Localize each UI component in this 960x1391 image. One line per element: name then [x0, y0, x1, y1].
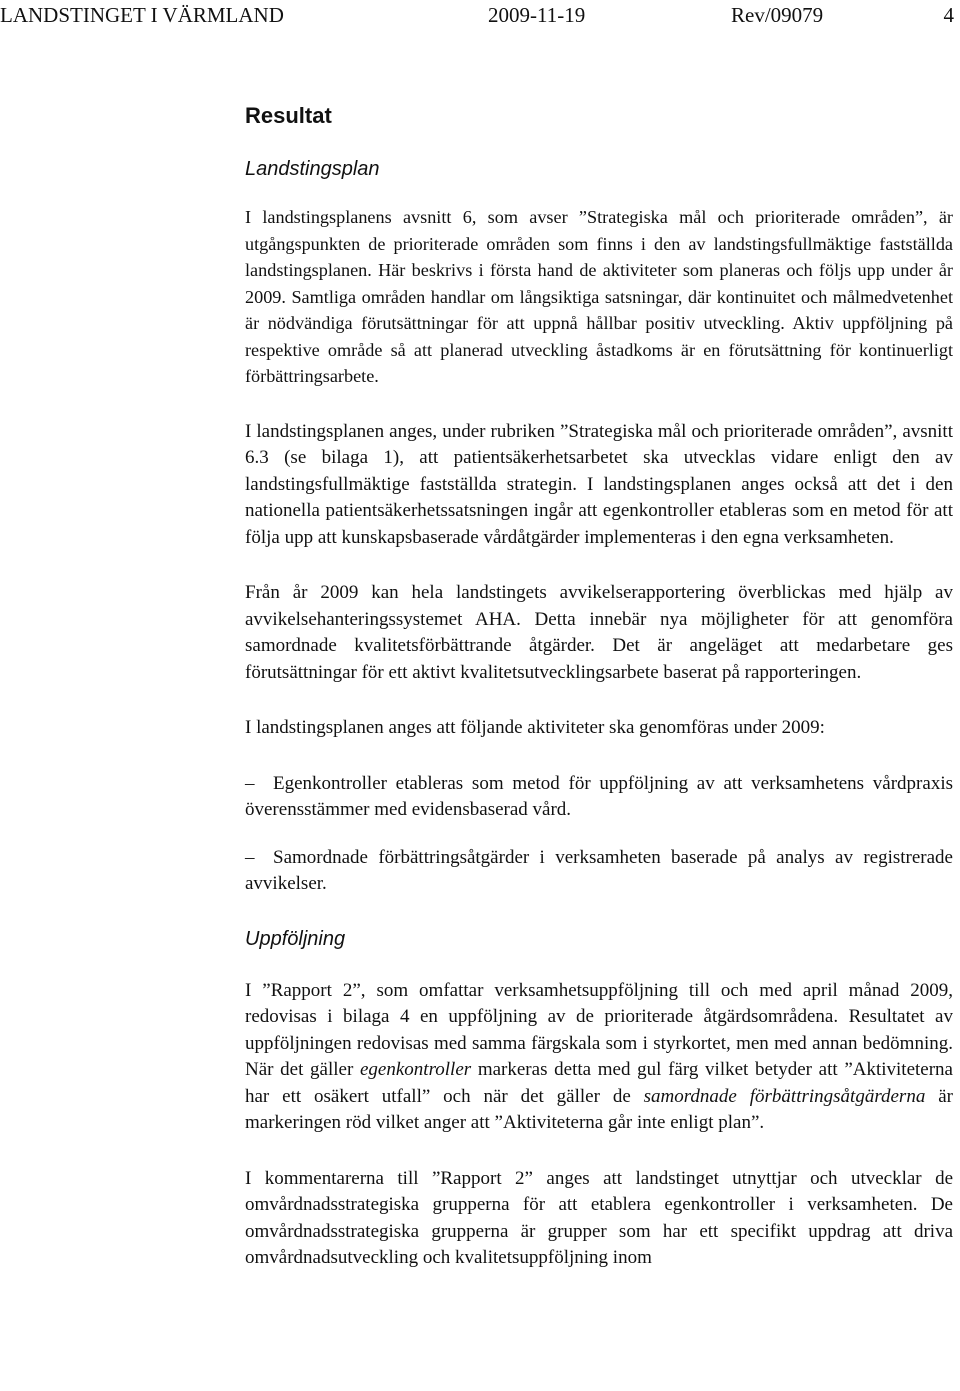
- emphasis-egenkontroller: egenkontroller: [360, 1059, 472, 1080]
- paragraph-5: [245, 978, 953, 1137]
- header-reference: Rev/09079: [731, 3, 824, 27]
- paragraph-6: I kommentarerna till ”Rapport 2” anges att landstinget utnyttjar och utvecklar de omvårdnadsstrategiska grupperna för att etablera egenkontroller i verksamheten. De omvårdnadsstrategiska grupperna är grupper som har ett specifikt uppdrag att driva omvårdnadsutveckling och kvalitetsuppföljning inom: [245, 1167, 953, 1268]
- list-item-text: Samordnade förbättringsåtgärder i verksamheten baserade på analys av registrerade avvikelser.: [245, 846, 953, 894]
- dash-bullet: –: [245, 846, 255, 868]
- header-page-number: 4: [943, 3, 954, 27]
- paragraph-4: I landstingsplanen anges att följande aktiviteter ska genomföras under 2009:: [245, 717, 825, 738]
- list-item: [245, 771, 953, 824]
- paragraph-2: I landstingsplanen anges, under rubriken ”Strategiska mål och prioriterade områden”, avsnitt 6.3 (se bilaga 1), att patientsäkerhetsarbetet ska utvecklas vidare enligt den av landstingsfullmäktige fastställda strategin. I landstingsplanen anges också att det i den nationella patientsäkerhetssatsningen ingår att egenkontroller etableras som en metod för att följa upp att kunskapsbaserade vårdåtgärder implementeras i den egna verksamheten.: [245, 420, 953, 548]
- page-body: [245, 100, 953, 1301]
- dash-bullet: –: [245, 772, 255, 794]
- header-date: 2009-11-19: [488, 3, 586, 27]
- page-header: [0, 0, 960, 30]
- list-item-text: Egenkontroller etableras som metod för uppföljning av att verksamhetens vårdpraxis överensstämmer med evidensbaserad vård.: [245, 772, 953, 820]
- emphasis-samordnade: samordnade förbättringsåtgärderna: [643, 1085, 926, 1107]
- paragraph-1: I landstingsplanens avsnitt 6, som avser ”Strategiska mål och prioriterade områden”, är utgångspunkten de prioriterade områden som finns i den av landstingsfullmäktige fastställda landstingsplanen. Här beskrivs i första hand de aktiviteter som planeras och följs upp under år 2009. Samtliga områden handlar om långsiktiga satsningar, där kontinuitet och målmedvetenhet är nödvändiga förutsättningar för att uppnå hållbar positiv utveckling. Aktiv uppföljning på respektive område så att planerad utveckling åstadkoms är en förutsättning för kontinuerligt förbättringsarbete.: [245, 207, 953, 386]
- header-organization: LANDSTINGET I VÄRMLAND: [0, 3, 284, 27]
- paragraph-5-part-b: markeras detta med gul färg vilket betyder att ”Aktiviteterna har ett osäkert utfall” och när det gäller de: [245, 1059, 953, 1107]
- section-heading: Resultat: [245, 103, 332, 128]
- paragraph-5-part-c: är markeringen röd vilket anger att ”Aktiviteterna går inte enligt plan”.: [245, 1085, 953, 1133]
- list-item: [245, 845, 953, 898]
- subheading-landstingsplan: Landstingsplan: [245, 158, 380, 180]
- subheading-uppfoljning: Uppföljning: [245, 927, 346, 950]
- paragraph-5-part-a: I ”Rapport 2”, som omfattar verksamhetsuppföljning till och med april månad 2009, redovisas i bilaga 4 en uppföljning av de prioriterade åtgärdsområdena. Resultatet av uppföljningen redovisas med samma färgskala som i styrkortet, men med annan bedömning. När det gäller: [245, 979, 953, 1080]
- paragraph-3: Från år 2009 kan hela landstingets avvikelserapportering överblickas med hjälp av avvikelsehanteringssystemet AHA. Detta innebär nya möjligheter för att genomföra samordnade kvalitetsförbättrande åtgärder. Det är angeläget att medarbetare ges förutsättningar för ett aktivt kvalitetsutvecklingsarbete baserat på rapporteringen.: [245, 582, 953, 683]
